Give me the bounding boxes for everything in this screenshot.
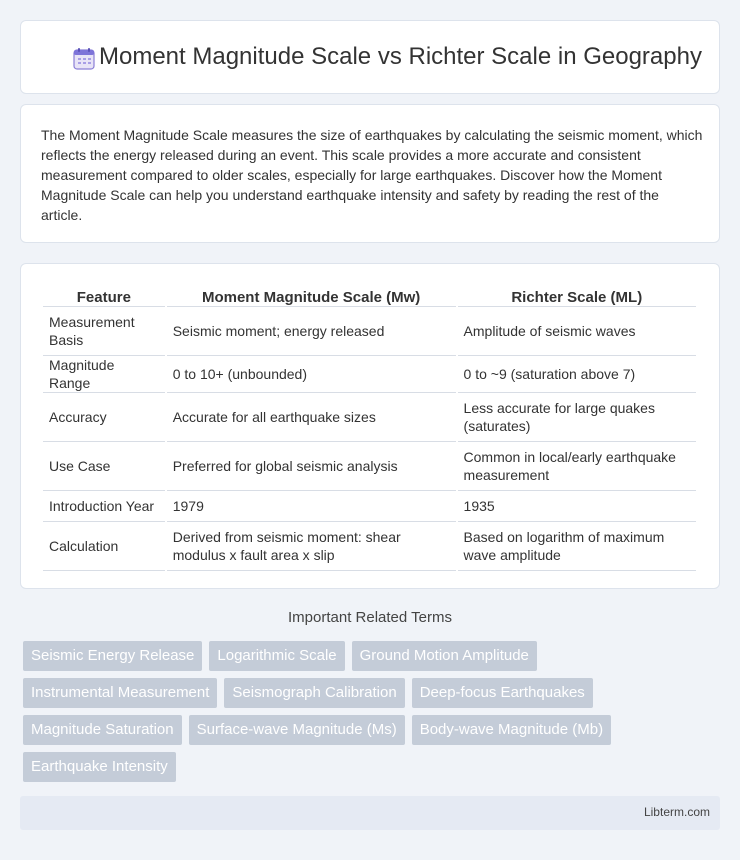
feature-cell: Accuracy	[43, 393, 165, 442]
richter-cell: Common in local/early earthquake measurement	[458, 442, 696, 491]
richter-cell: Less accurate for large quakes (saturates)	[458, 393, 696, 442]
related-term-tag[interactable]: Deep-focus Earthquakes	[412, 678, 593, 708]
related-term-tag[interactable]: Magnitude Saturation	[23, 715, 182, 745]
intro-paragraph: The Moment Magnitude Scale measures the size of earthquakes by calculating the seismic moment, which reflects the energy released during an event. This scale provides a more accurate and consistent measurement compared to older scales, especially for large earthquakes. Discover how the Moment Magnitude Scale can help you understand earthquake intensity and safety by reading the rest of the article.	[41, 127, 703, 223]
related-term-tag[interactable]: Seismic Energy Release	[23, 641, 202, 671]
footer-site-link[interactable]: Libterm.com	[643, 805, 710, 819]
related-terms-list	[23, 641, 703, 782]
moment-cell: Preferred for global seismic analysis	[167, 442, 456, 491]
table-row	[43, 307, 696, 356]
feature-cell: Magnitude Range	[43, 356, 165, 393]
moment-cell: Accurate for all earthquake sizes	[167, 393, 456, 442]
comparison-table	[41, 284, 698, 571]
header-richter: Richter Scale (ML)	[458, 284, 696, 307]
footer	[20, 796, 720, 830]
feature-cell: Use Case	[43, 442, 165, 491]
related-term-tag[interactable]: Earthquake Intensity	[23, 752, 176, 782]
table-row	[43, 356, 696, 393]
richter-cell: Amplitude of seismic waves	[458, 307, 696, 356]
moment-cell: 1979	[167, 491, 456, 522]
table-row	[43, 522, 696, 571]
feature-cell: Calculation	[43, 522, 165, 571]
related-terms-title: Important Related Terms	[288, 609, 452, 626]
comparison-table-card	[20, 263, 720, 589]
feature-cell: Introduction Year	[43, 491, 165, 522]
related-term-tag[interactable]: Body-wave Magnitude (Mb)	[412, 715, 611, 745]
calendar-icon	[71, 47, 97, 71]
header-moment-magnitude: Moment Magnitude Scale (Mw)	[167, 284, 456, 307]
moment-cell: Seismic moment; energy released	[167, 307, 456, 356]
richter-cell: Based on logarithm of maximum wave amplitude	[458, 522, 696, 571]
table-row	[43, 491, 696, 522]
table-row	[43, 442, 696, 491]
page-title: Moment Magnitude Scale vs Richter Scale in Geography	[99, 43, 702, 70]
related-term-tag[interactable]: Logarithmic Scale	[209, 641, 344, 671]
moment-cell: Derived from seismic moment: shear modulus x fault area x slip	[167, 522, 456, 571]
richter-cell: 0 to ~9 (saturation above 7)	[458, 356, 696, 393]
related-term-tag[interactable]: Instrumental Measurement	[23, 678, 217, 708]
related-term-tag[interactable]: Ground Motion Amplitude	[352, 641, 537, 671]
table-header-row	[43, 284, 696, 307]
table-row	[43, 393, 696, 442]
moment-cell: 0 to 10+ (unbounded)	[167, 356, 456, 393]
richter-cell: 1935	[458, 491, 696, 522]
related-term-tag[interactable]: Surface-wave Magnitude (Ms)	[189, 715, 405, 745]
intro-card	[20, 104, 720, 243]
feature-cell: Measurement Basis	[43, 307, 165, 356]
related-term-tag[interactable]: Seismograph Calibration	[224, 678, 404, 708]
header-feature: Feature	[43, 284, 165, 307]
header-card	[20, 20, 720, 94]
